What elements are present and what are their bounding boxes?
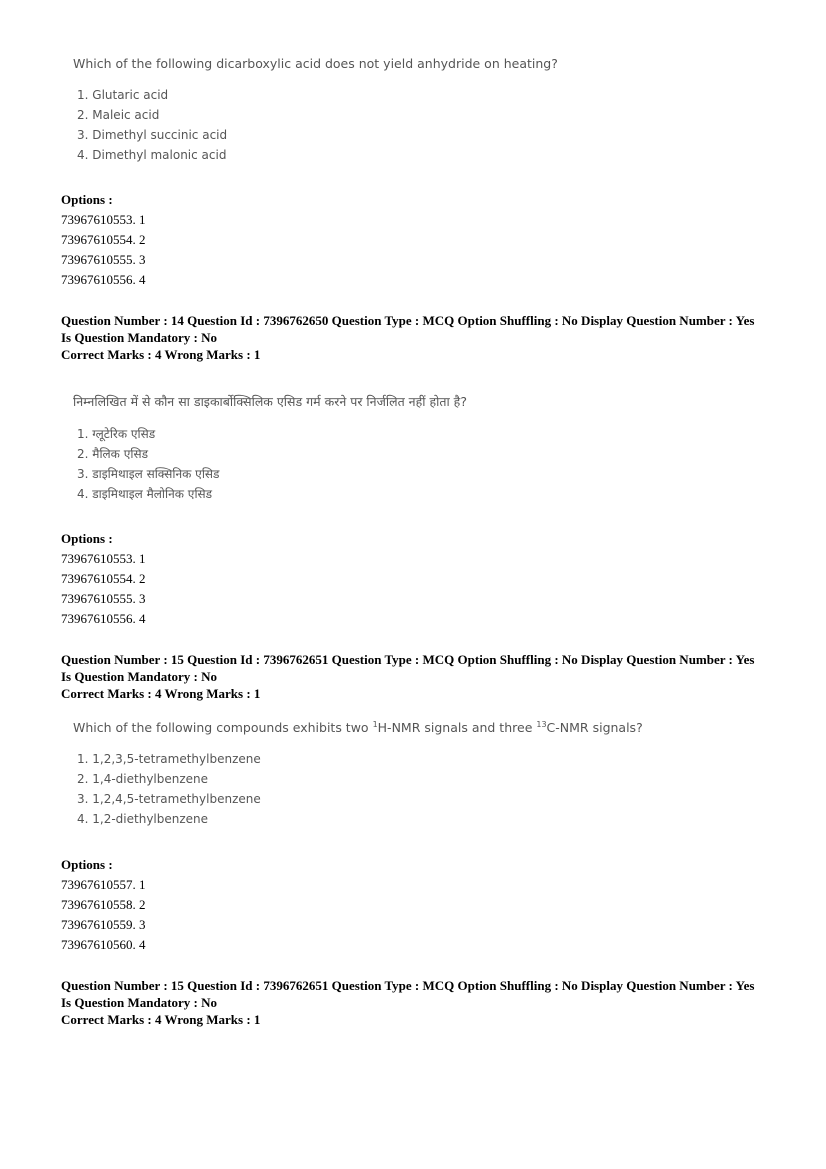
- option-item: 73967610556. 4: [61, 272, 146, 287]
- option-item: 73967610557. 1: [61, 877, 146, 892]
- question-number-line: Question Number : 15 Question Id : 7396762651 Question Type : MCQ Option Shuffling : No Display Question Number : Yes: [61, 652, 755, 667]
- superscript-1: 1: [372, 720, 378, 729]
- marks-line: Correct Marks : 4 Wrong Marks : 1: [61, 347, 261, 362]
- options-label: Options :: [61, 531, 113, 546]
- question-15-text-part2: H-NMR signals and three: [377, 720, 537, 736]
- question-14-choices: [73, 424, 467, 504]
- question-15-repeat-meta: [61, 977, 754, 1028]
- question-13-image: [73, 56, 558, 165]
- question-15-text-part1: Which of the following compounds exhibits two: [73, 720, 373, 736]
- question-13-options: [61, 190, 146, 290]
- option-item: 73967610554. 2: [61, 232, 146, 247]
- option-item: 73967610554. 2: [61, 571, 146, 586]
- question-15-text-part3: C-NMR signals?: [546, 720, 643, 736]
- option-item: 73967610553. 1: [61, 551, 146, 566]
- mandatory-line: Is Question Mandatory : No: [61, 669, 218, 684]
- question-14-text: निम्नलिखित में से कौन सा डाइकार्बोक्सिलिक एसिड गर्म करने पर निर्जलित नहीं होता है?: [73, 394, 467, 409]
- question-15-text: [73, 720, 643, 735]
- question-14-options: [61, 529, 146, 629]
- choice-4: 4. डाइमिथाइल मैलोनिक एसिड: [77, 487, 213, 501]
- question-13-choices: [73, 85, 558, 165]
- option-item: 73967610555. 3: [61, 591, 146, 606]
- question-14-image: [73, 393, 467, 504]
- choice-2: 2. मैलिक एसिड: [77, 447, 148, 461]
- question-number-line: Question Number : 14 Question Id : 7396762650 Question Type : MCQ Option Shuffling : No Display Question Number : Yes: [61, 313, 755, 328]
- question-number-line: Question Number : 15 Question Id : 7396762651 Question Type : MCQ Option Shuffling : No Display Question Number : Yes: [61, 978, 755, 993]
- mandatory-line: Is Question Mandatory : No: [61, 330, 218, 345]
- question-15-meta: [61, 651, 754, 702]
- options-label: Options :: [61, 857, 113, 872]
- choice-1: 1. 1,2,3,5-tetramethylbenzene: [77, 752, 261, 767]
- marks-line: Correct Marks : 4 Wrong Marks : 1: [61, 686, 261, 701]
- mandatory-line: Is Question Mandatory : No: [61, 995, 218, 1010]
- question-15-image: [73, 720, 643, 829]
- option-item: 73967610559. 3: [61, 917, 146, 932]
- option-item: 73967610555. 3: [61, 252, 146, 267]
- choice-3: 3. 1,2,4,5-tetramethylbenzene: [77, 792, 261, 807]
- choice-4: 4. Dimethyl malonic acid: [77, 148, 227, 162]
- choice-1: 1. Glutaric acid: [77, 88, 169, 102]
- choice-4: 4. 1,2-diethylbenzene: [77, 812, 209, 827]
- choice-2: 2. Maleic acid: [77, 108, 160, 122]
- question-13-text: Which of the following dicarboxylic acid does not yield anhydride on heating?: [73, 56, 558, 71]
- marks-line: Correct Marks : 4 Wrong Marks : 1: [61, 1012, 261, 1027]
- question-15-options: [61, 855, 146, 955]
- question-15-choices: [73, 749, 643, 829]
- choice-3: 3. डाइमिथाइल सक्सिनिक एसिड: [77, 467, 220, 481]
- option-item: 73967610560. 4: [61, 937, 146, 952]
- choice-1: 1. ग्लूटेरिक एसिड: [77, 427, 156, 441]
- choice-2: 2. 1,4-diethylbenzene: [77, 772, 209, 787]
- option-item: 73967610553. 1: [61, 212, 146, 227]
- option-item: 73967610558. 2: [61, 897, 146, 912]
- options-label: Options :: [61, 192, 113, 207]
- superscript-13: 13: [536, 720, 547, 729]
- question-14-meta: [61, 312, 754, 363]
- option-item: 73967610556. 4: [61, 611, 146, 626]
- choice-3: 3. Dimethyl succinic acid: [77, 128, 228, 142]
